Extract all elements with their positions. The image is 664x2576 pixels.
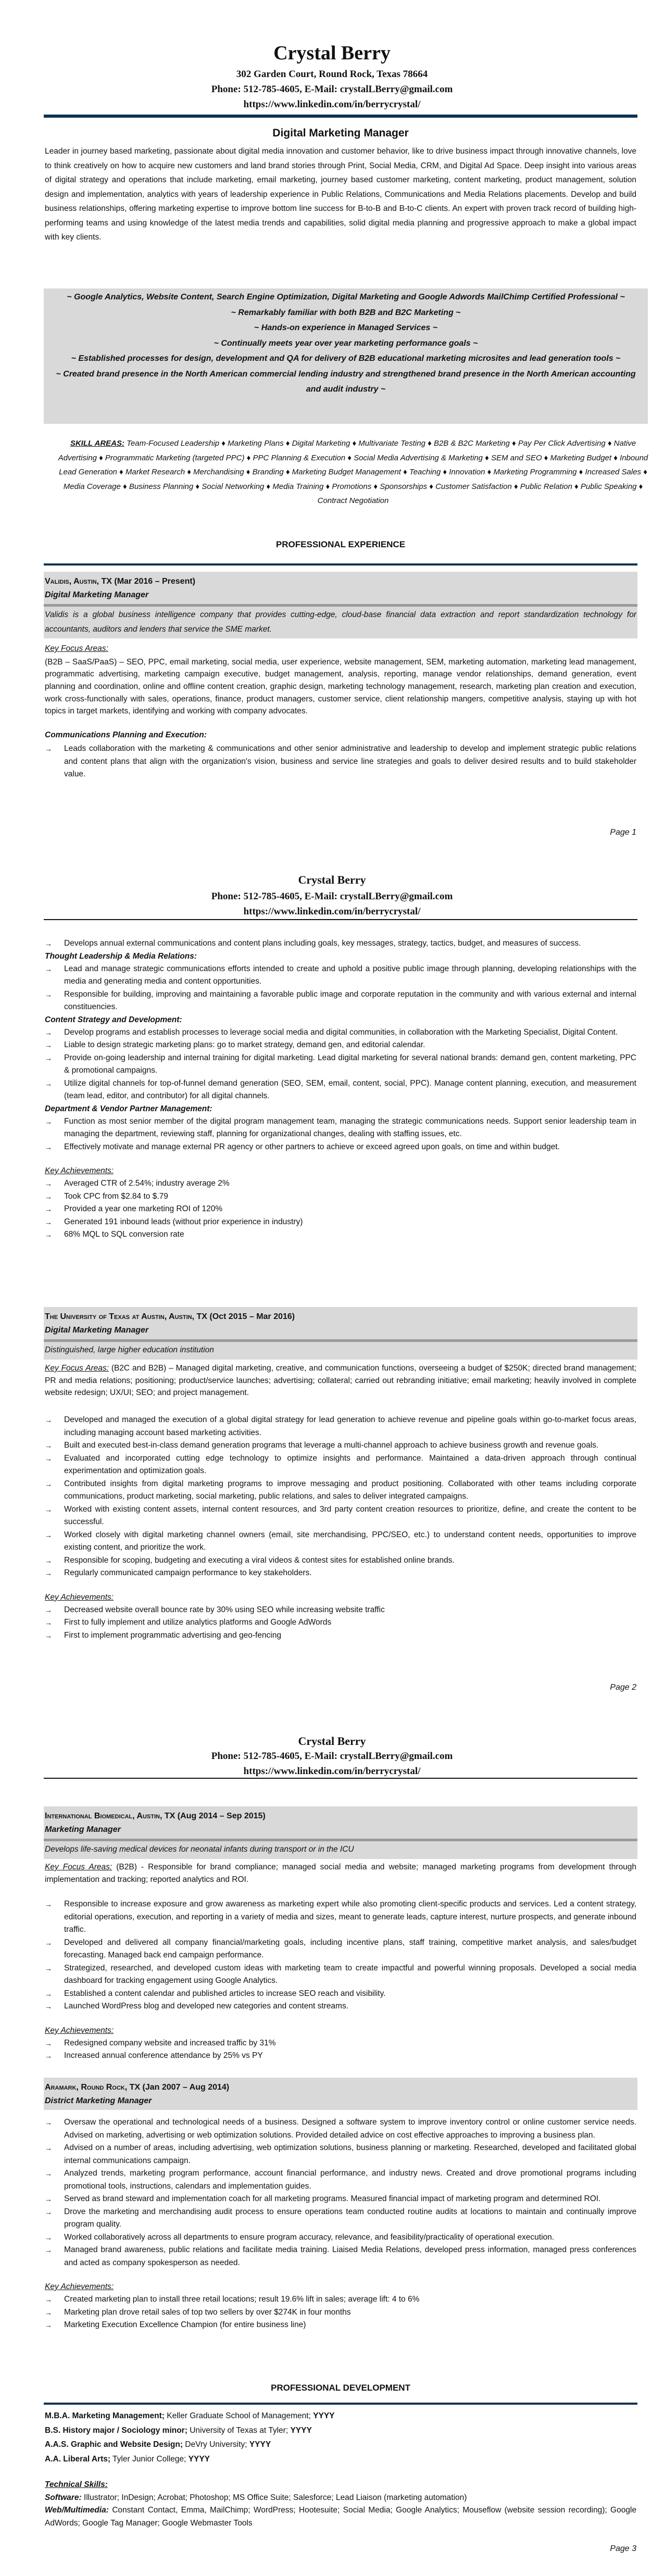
bullet-item: → Evaluated and incorporated cutting edge technology to optimize insights and performance. Maintained a data-driven approach through continual experimentation and optimization goals. <box>45 1452 636 1478</box>
key-focus-label: Key Focus Areas: <box>45 644 108 653</box>
header-rule <box>44 1778 637 1779</box>
key-achievements-label: Key Achievements: <box>45 2026 114 2035</box>
bullet-item: → Utilize digital channels for top-of-funnel demand generation (SEO, SEM, email, content, social, PPC). Manage content planning, execution, and measurement (team lead, editor, and contributor) for all digital channels. <box>45 1077 636 1103</box>
job-dates: (Mar 2016 – Present) <box>114 577 196 586</box>
technical-skills-title: Technical Skills: <box>45 2480 108 2489</box>
page-number: Page 2 <box>610 1683 636 1692</box>
arrow-icon: → <box>45 1569 52 1578</box>
software-skills: Software: Illustrator; InDesign; Acrobat; Photoshop; MS Office Suite; Salesforce; Lead Liaison (marketing automation) <box>45 2493 467 2502</box>
achievement-item: → Redesigned company website and increased traffic by 31% <box>45 2037 636 2050</box>
arrow-icon: → <box>45 2321 52 2329</box>
key-achievements-label: Key Achievements: <box>45 1166 114 1175</box>
arrow-icon: → <box>45 2169 52 2178</box>
achievement-item: → Took CPC from $2.84 to $.79 <box>45 1190 636 1203</box>
bullet-item: → Worked closely with digital marketing channel owners (email, site merchandising, PPC/SEO, etc.) to understand content needs, opportunities to improve existing content, and prioritize the work. <box>45 1529 636 1554</box>
header-rule <box>44 115 637 118</box>
job-dates: (Jan 2007 – Aug 2014) <box>142 2083 230 2092</box>
arrow-icon: → <box>45 1964 52 1972</box>
bullet-item: → Provide on-going leadership and internal training for digital marketing. Lead digital marketing for several national brands: demand gen, content marketing, PPC & promotional campaigns. <box>45 1052 636 1077</box>
arrow-icon: → <box>45 2039 52 2047</box>
arrow-icon: → <box>45 2118 52 2127</box>
job-ut-austin-body <box>45 1362 636 1642</box>
education-item: B.S. History major / Sociology minor; University of Texas at Tyler; YYYY <box>45 2426 312 2435</box>
job-validis-header <box>44 572 637 638</box>
bullet-item: → Analyzed trends, marketing program performance, account financial performance, and industry news. Created and drove promotional programs including promotional tools, instructions, calendars and implementation guides. <box>45 2167 636 2193</box>
arrow-icon: → <box>45 2144 52 2152</box>
group-heading: Communications Planning and Execution: <box>45 731 207 740</box>
page-number: Page 3 <box>610 2544 636 2553</box>
education-item: M.B.A. Marketing Management; Keller Graduate School of Management; YYYY <box>45 2411 335 2420</box>
job-aramark-header <box>44 2078 637 2110</box>
highlight: ~ Established processes for design, development and QA for delivery of B2B educational marketing microsites and lead generation tools ~ <box>71 354 621 363</box>
highlight: ~ Created brand presence in the North American commercial lending industry and strengthened brand presence in the North American accounting and audit industry ~ <box>56 369 636 394</box>
arrow-icon: → <box>45 1938 52 1947</box>
job-aramark-body <box>45 2116 636 2332</box>
arrow-icon: → <box>45 939 52 948</box>
achievement-item: → Marketing Execution Excellence Champion (for entire business line) <box>45 2319 636 2332</box>
company-description: Distinguished, large higher education institution <box>45 1346 214 1354</box>
arrow-icon: → <box>45 964 52 973</box>
header-rule <box>44 919 637 920</box>
web-skills: Web/Multimedia: Constant Contact, Emma, MailChimp; WordPress; Hootesuite; Social Media; Google Analytics; Mouseflow (website session recording); Google AdWords; Google Tag Manager; Google Webmaster Tools <box>45 2506 636 2528</box>
bullet-item: → Develops annual external communications and content plans including goals, key messages, strategy, tactics, budget, and measures of success. <box>45 937 636 950</box>
skill-areas-list: Team-Focused Leadership ♦ Marketing Plans ♦ Digital Marketing ♦ Multivariate Testing ♦ B2B & B2C Marketing ♦ Pay Per Click Advertising ♦ Native Advertising ♦ Programmatic Marketing (targeted PPC) ♦ PPC Planning & Execution ♦ Social Media Advertising & Marketing ♦ SEM and SEO ♦ Marketing Budget ♦ Inbound Lead Generation ♦ Market Research ♦ Merchandising ♦ Branding ♦ Marketing Budget Management ♦ Teaching ♦ Innovation ♦ Marketing Programming ♦ Increased Sales ♦ Media Coverage ♦ Business Planning ♦ Social Networking ♦ Media Training ♦ Promotions ♦ Sponsorships ♦ Customer Satisfaction ♦ Public Relation ♦ Public Speaking ♦ Contract Negotiation <box>58 439 648 505</box>
bullet-item: → Built and executed best-in-class demand generation programs that leverage a multi-channel approach to achieve business growth and revenue goals. <box>45 1439 636 1452</box>
bullet-item: → Liable to design strategic marketing plans: go to market strategy, demand gen, and editorial calendar. <box>45 1039 636 1052</box>
arrow-icon: → <box>45 1631 52 1640</box>
page-number: Page 1 <box>610 828 636 837</box>
job-validis-continued <box>45 937 636 1241</box>
bullet-item: → Developed and managed the execution of a global digital strategy for lead generation to achieve revenue and pipeline goals within go-to-market focus areas, including managing account based marketing activities. <box>45 1414 636 1439</box>
arrow-icon: → <box>45 2207 52 2216</box>
company-name: Validis, Austin, TX <box>45 577 112 586</box>
job-ut-austin-header <box>44 1307 637 1360</box>
group-heading: Content Strategy and Development: <box>45 1015 182 1024</box>
job-title: District Marketing Manager <box>45 2096 152 2105</box>
experience-title: PROFESSIONAL EXPERIENCE <box>275 539 406 549</box>
job-intl-biomedical-body <box>45 1861 636 2063</box>
contact-line: Phone: 512-785-4605, E-Mail: crystalLBerry@gmail.com <box>211 891 453 902</box>
arrow-icon: → <box>45 1117 52 1126</box>
bullet-item: → Responsible for scoping, budgeting and executing a viral videos & contest sites for established online brands. <box>45 1554 636 1567</box>
highlight: ~ Remarkably familiar with both B2B and B2C Marketing ~ <box>231 308 461 317</box>
company-description: Validis is a global business intelligence company that provides cutting-edge, cloud-base financial data extraction and report standardization technology for accountants, auditors and lenders that service the SME market. <box>45 610 636 634</box>
achievement-item: → Marketing plan drove retail sales of top two sellers by over $274K in four months <box>45 2306 636 2319</box>
contact-line: Phone: 512-785-4605, E-Mail: crystalLBerry@gmail.com <box>211 84 453 95</box>
job-title: Marketing Manager <box>45 1825 121 1834</box>
bullet-item: → Lead and manage strategic communications efforts intended to create and uphold a positive public image through planning, developing relationships with the media and generating media and content opportunities. <box>45 963 636 988</box>
key-focus-label: Key Focus Areas: <box>45 1863 112 1871</box>
job-title: Digital Marketing Manager <box>45 1326 149 1335</box>
skill-areas-label: SKILL AREAS: <box>70 439 124 448</box>
resume-name: Crystal Berry <box>298 1735 366 1748</box>
education-list <box>45 2409 636 2466</box>
achievement-item: → Provided a year one marketing ROI of 120% <box>45 1203 636 1216</box>
bullet-item: → Strategized, researched, and developed custom ideas with marketing team to create impactful and powerful winning proposals. Developed a social media dashboard for tracking engagement using Google Analytics. <box>45 1962 636 1988</box>
highlights-box <box>44 288 648 424</box>
achievement-item: → Increased annual conference attendance by 25% vs PY <box>45 2050 636 2063</box>
experience-rule <box>44 563 637 566</box>
arrow-icon: → <box>45 2002 52 2011</box>
achievement-item: → First to fully implement and utilize analytics platforms and Google AdWords <box>45 1616 636 1629</box>
achievement-item: → Decreased website overall bounce rate by 30% using SEO while increasing website traffic <box>45 1604 636 1617</box>
arrow-icon: → <box>45 1505 52 1514</box>
bullet-item: → Established a content calendar and published articles to increase SEO reach and visibility. <box>45 1988 636 2001</box>
bullet-item: → Function as most senior member of the digital program management team, managing the strategic communications needs. Support senior leadership team in managing the department, reviewing staff, planning for organizational changes, dealing with staffing issues, etc. <box>45 1115 636 1141</box>
arrow-icon: → <box>45 1416 52 1425</box>
arrow-icon: → <box>45 990 52 999</box>
group-heading: Department & Vendor Partner Management: <box>45 1104 212 1113</box>
highlight: ~ Hands-on experience in Managed Services ~ <box>254 323 438 332</box>
bullet-item: → Drove the marketing and merchandising audit process to ensure operations team conducted routine audits at locations to maintain and continually improve program quality. <box>45 2206 636 2231</box>
arrow-icon: → <box>45 1028 52 1037</box>
arrow-icon: → <box>45 1900 52 1909</box>
bullet-item: → Launched WordPress blog and developed new categories and content streams. <box>45 2000 636 2013</box>
bullet-item: → Regularly communicated campaign performance to key stakeholders. <box>45 1567 636 1580</box>
education-item: A.A. Liberal Arts; Tyler Junior College; YYYY <box>45 2454 210 2464</box>
contact-line: Phone: 512-785-4605, E-Mail: crystalLBerry@gmail.com <box>211 1751 453 1762</box>
arrow-icon: → <box>45 1454 52 1463</box>
job-intl-biomedical-header <box>44 1806 637 1859</box>
arrow-icon: → <box>45 1053 52 1062</box>
key-focus-label: Key Focus Areas: <box>45 1364 109 1373</box>
arrow-icon: → <box>45 1079 52 1088</box>
group-heading: Thought Leadership & Media Relations: <box>45 951 197 961</box>
achievement-item: → First to implement programmatic advertising and geo-fencing <box>45 1629 636 1642</box>
resume-name: Crystal Berry <box>273 42 391 64</box>
key-achievements-label: Key Achievements: <box>45 2282 114 2291</box>
arrow-icon: → <box>45 745 52 753</box>
arrow-icon: → <box>45 1618 52 1627</box>
resume-name: Crystal Berry <box>298 873 366 886</box>
arrow-icon: → <box>45 1179 52 1188</box>
bullet-item: → Responsible for building, improving and maintaining a favorable public image and corporate reputation in the community and with various external and internal constituencies. <box>45 988 636 1014</box>
skill-areas <box>45 436 661 508</box>
company-name: International Biomedical, Austin, TX <box>45 1812 176 1820</box>
job-title: Digital Marketing Manager <box>45 590 149 599</box>
arrow-icon: → <box>45 1441 52 1450</box>
bullet-item: → Leads collaboration with the marketing & communications and other senior administrative and leadership to develop and implement strategic public relations and content plans that align with the organization's vision, business and service line strategies and goals to deliver desired results and to build stakeholder value. <box>45 743 636 781</box>
bullet-item: → Develop programs and establish processes to leverage social media and digital communities, in collaboration with the Marketing Specialist, Digital Content. <box>45 1026 636 1039</box>
bullet-item: → Contributed insights from digital marketing programs to improve messaging and product positioning. Collaborated with other teams including corporate communications, product marketing, social marketing, public relations, and sales to deliver integrated campaigns. <box>45 1478 636 1503</box>
arrow-icon: → <box>45 2308 52 2317</box>
arrow-icon: → <box>45 1041 52 1049</box>
key-achievements-label: Key Achievements: <box>45 1592 114 1602</box>
education-item: A.A.S. Graphic and Website Design; DeVry University; YYYY <box>45 2440 271 2449</box>
company-name: Aramark, Round Rock, TX <box>45 2083 141 2092</box>
arrow-icon: → <box>45 2233 52 2242</box>
technical-skills <box>45 2479 636 2530</box>
arrow-icon: → <box>45 2246 52 2254</box>
key-focus-text: (B2C and B2B) – Managed digital marketing, creative, and communication functions, overseeing a budget of $250K; directed brand management; PR and media relations; positioning; product/service launches; advertising; collateral; carried out rebranding initiative; email marketing; heavily involved in complete website redesign; UX/UI; SEO; and project management. <box>45 1364 636 1398</box>
job-dates: (Aug 2014 – Sep 2015) <box>177 1812 266 1820</box>
arrow-icon: → <box>45 1142 52 1151</box>
arrow-icon: → <box>45 1205 52 1213</box>
bullet-item: → Served as brand steward and implementation coach for all marketing programs. Measured financial impact of marketing program and determined ROI. <box>45 2193 636 2206</box>
address: 302 Garden Court, Round Rock, Texas 78664 <box>236 69 428 80</box>
highlight: ~ Continually meets year over year marketing performance goals ~ <box>214 338 478 348</box>
company-name: The University of Texas at Austin, Austin, TX <box>45 1312 207 1321</box>
bullet-item: → Worked collaboratively across all departments to ensure program accuracy, relevance, and feasibility/practicality of operational execution. <box>45 2231 636 2244</box>
linkedin-link[interactable]: https://www.linkedin.com/in/berrycrystal/ <box>243 1766 421 1777</box>
bullet-item: → Effectively motivate and manage external PR agency or other partners to achieve or exceed agreed upon goals, on time and within budget. <box>45 1141 636 1154</box>
bullet-item: → Worked with existing content assets, internal content resources, and 3rd party content creation resources to prioritize, define, and create the content to be successful. <box>45 1503 636 1529</box>
arrow-icon: → <box>45 1230 52 1239</box>
achievement-item: → 68% MQL to SQL conversion rate <box>45 1228 636 1241</box>
summary-text: Leader in journey based marketing, passionate about digital media innovation and customer behavior, like to drive business impact through innovative channels, love to think creatively on how to acquire new customers and land brand stories through Print, Social Media, CRM, and Digital Ad Space. Deep insight into various areas of digital strategy and operations that include marketing, email marketing, journey based customer marketing, content marketing, product management, solution design and implementation, analytics with years of leadership experience in Public Relations, Communications and Media Relations placements. Develop and build business relationships, offering marketing expertise to improve bottom line success for B-to-B and B-to-C clients. An expert with proven track record of building high-performing teams and using knowledge of the latest media trends and capabilities, solid digital media planning and progressive approach to make a global impact with key clients. <box>45 147 636 242</box>
arrow-icon: → <box>45 1605 52 1614</box>
linkedin-link[interactable]: https://www.linkedin.com/in/berrycrystal/ <box>243 99 421 110</box>
linkedin-link[interactable]: https://www.linkedin.com/in/berrycrystal/ <box>243 906 421 917</box>
key-focus-text: (B2B) - Responsible for brand compliance; managed social media and website; managed marketing programs from development through implementation and tracking; reported analytics and ROI. <box>45 1863 637 1884</box>
achievement-item: → Created marketing plan to install three retail locations; result 19.6% lift in sales; average lift: 4 to 6% <box>45 2293 636 2306</box>
bullet-item: → Managed brand awareness, public relations and facilitate media training. Liaised Media Relations, developed press information, managed press conferences and acted as company spokesperson as needed. <box>45 2244 636 2269</box>
arrow-icon: → <box>45 2195 52 2203</box>
development-title: PROFESSIONAL DEVELOPMENT <box>271 2383 410 2393</box>
arrow-icon: → <box>45 1192 52 1201</box>
bullet-item: → Oversaw the operational and technological needs of a business. Designed a software system to improve inventory control or online customer service needs. Advised on marketing, advertising or web optimization solutions. Provided detailed advice on cost effective approaches to improving a business plan. <box>45 2116 636 2142</box>
bullet-item: → Developed and delivered all company financial/marketing goals, including incentive plans, staff training, competitive market analysis, and sales/budget forecasting. Managed back end campaign performance. <box>45 1937 636 1962</box>
arrow-icon: → <box>45 1479 52 1488</box>
bullet-item: → Advised on a number of areas, including advertising, web optimization solutions, business planning or marketing. Researched, developed and facilitated global internal communications campaign. <box>45 2142 636 2167</box>
achievement-item: → Generated 191 inbound leads (without prior experience in industry) <box>45 1216 636 1229</box>
achievement-item: → Averaged CTR of 2.54%; industry average 2% <box>45 1177 636 1190</box>
highlight: ~ Google Analytics, Website Content, Search Engine Optimization, Digital Marketing and Google Adwords MailChimp Certified Professional ~ <box>67 293 625 301</box>
development-rule <box>44 2403 637 2405</box>
arrow-icon: → <box>45 1556 52 1565</box>
job-dates: (Oct 2015 – Mar 2016) <box>209 1312 295 1321</box>
arrow-icon: → <box>45 2295 52 2304</box>
company-description: Develops life-saving medical devices for neonatal infants during transport or in the ICU <box>45 1845 354 1854</box>
summary-title: Digital Marketing Manager <box>272 127 409 139</box>
arrow-icon: → <box>45 2052 52 2060</box>
arrow-icon: → <box>45 1989 52 1998</box>
arrow-icon: → <box>45 1530 52 1539</box>
arrow-icon: → <box>45 1217 52 1226</box>
bullet-item: → Responsible to increase exposure and grow awareness as marketing expert while also promoting client-specific products and services. Led a content strategy, editorial operations, execution, and reporting in a variety of media and sizes, meant to generate leads, capture interest, nurture prospects, and generate inbound traffic. <box>45 1898 636 1937</box>
job-validis-body <box>45 642 636 781</box>
key-focus-text: (B2B – SaaS/PaaS) – SEO, PPC, email marketing, social media, user experience, website management, SEM, marketing automation, marketing lead management, programmatic advertising, marketing campaign executive, budget management, analysis, reporting, manage vendor relationships, demand generation, event planning and coordination, online and offline content creation, graphic design, marketing technology management, research, marketing plan creation and execution, work cross-functionally with sales, operations, finance, product managers, customer service, client relationship mangers, competitive analysis, staying up with hot topics in target markets, identifying and working with company advocates. <box>45 657 636 716</box>
